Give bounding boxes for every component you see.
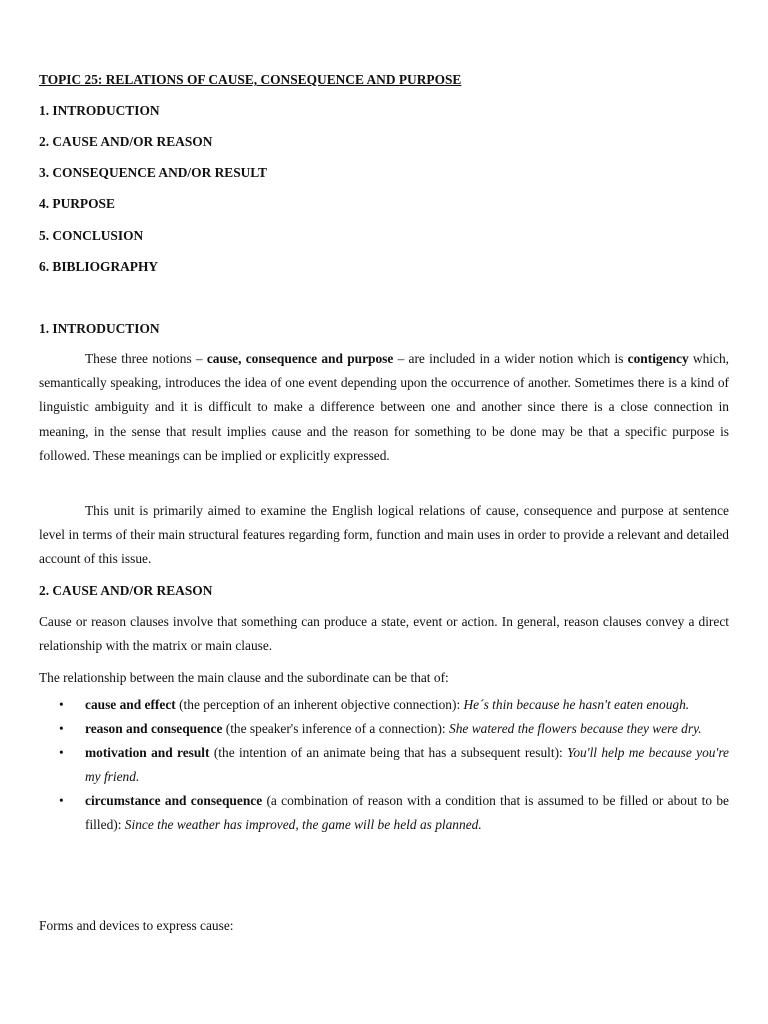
toc-item-introduction: 1. INTRODUCTION [39, 103, 160, 118]
intro-paragraph-1: These three notions – cause, consequence and purpose – are included in a wider notion which is contigency which, semantically speaking, introduces the idea of one event depending upon the occurrence of another. Sometimes there is a kind of linguistic ambiguity and it is difficult to make a difference between one and another since there is a close connection in meaning, in the sense that result implies cause and the reason for something to be done may be that a specific purpose is followed. These meanings can be implied or explicitly expressed. [39, 351, 729, 463]
section-heading-cause: 2. CAUSE AND/OR REASON [39, 583, 213, 598]
toc-item-bibliography: 6. BIBLIOGRAPHY [39, 259, 159, 274]
list-item: • reason and consequence (the speaker's inference of a connection): She watered the flowers because they were dry. [39, 717, 729, 741]
toc-item-purpose: 4. PURPOSE [39, 196, 115, 211]
list-item: • cause and effect (the perception of an inherent objective connection): He´s thin because he hasn't eaten enough. [39, 693, 729, 717]
section-heading-introduction: 1. INTRODUCTION [39, 321, 160, 336]
toc-item-conclusion: 5. CONCLUSION [39, 228, 144, 243]
bullet-icon: • [59, 721, 64, 736]
cause-paragraph-2: The relationship between the main clause and the subordinate can be that of: [39, 670, 449, 685]
relationship-list [39, 693, 729, 837]
bullet-icon: • [59, 745, 64, 760]
topic-title: TOPIC 25: RELATIONS OF CAUSE, CONSEQUENCE AND PURPOSE [39, 72, 462, 87]
bullet-icon: • [59, 793, 64, 808]
forms-intro: Forms and devices to express cause: [39, 918, 234, 933]
cause-paragraph-1: Cause or reason clauses involve that something can produce a state, event or action. In general, reason clauses convey a direct relationship with the matrix or main clause. [39, 614, 729, 654]
list-item: • motivation and result (the intention of an animate being that has a subsequent result): You'll help me because you're my friend. [39, 741, 729, 789]
toc-item-consequence: 3. CONSEQUENCE AND/OR RESULT [39, 165, 267, 180]
list-item: • circumstance and consequence (a combination of reason with a condition that is assumed to be filled or about to be filled): Since the weather has improved, the game will be held as planned. [39, 789, 729, 837]
bullet-icon: • [59, 697, 64, 712]
toc-item-cause: 2. CAUSE AND/OR REASON [39, 134, 213, 149]
intro-paragraph-2: This unit is primarily aimed to examine the English logical relations of cause, consequence and purpose at sentence level in terms of their main structural features regarding form, function and main uses in order to provide a relevant and detailed account of this issue. [39, 503, 729, 567]
